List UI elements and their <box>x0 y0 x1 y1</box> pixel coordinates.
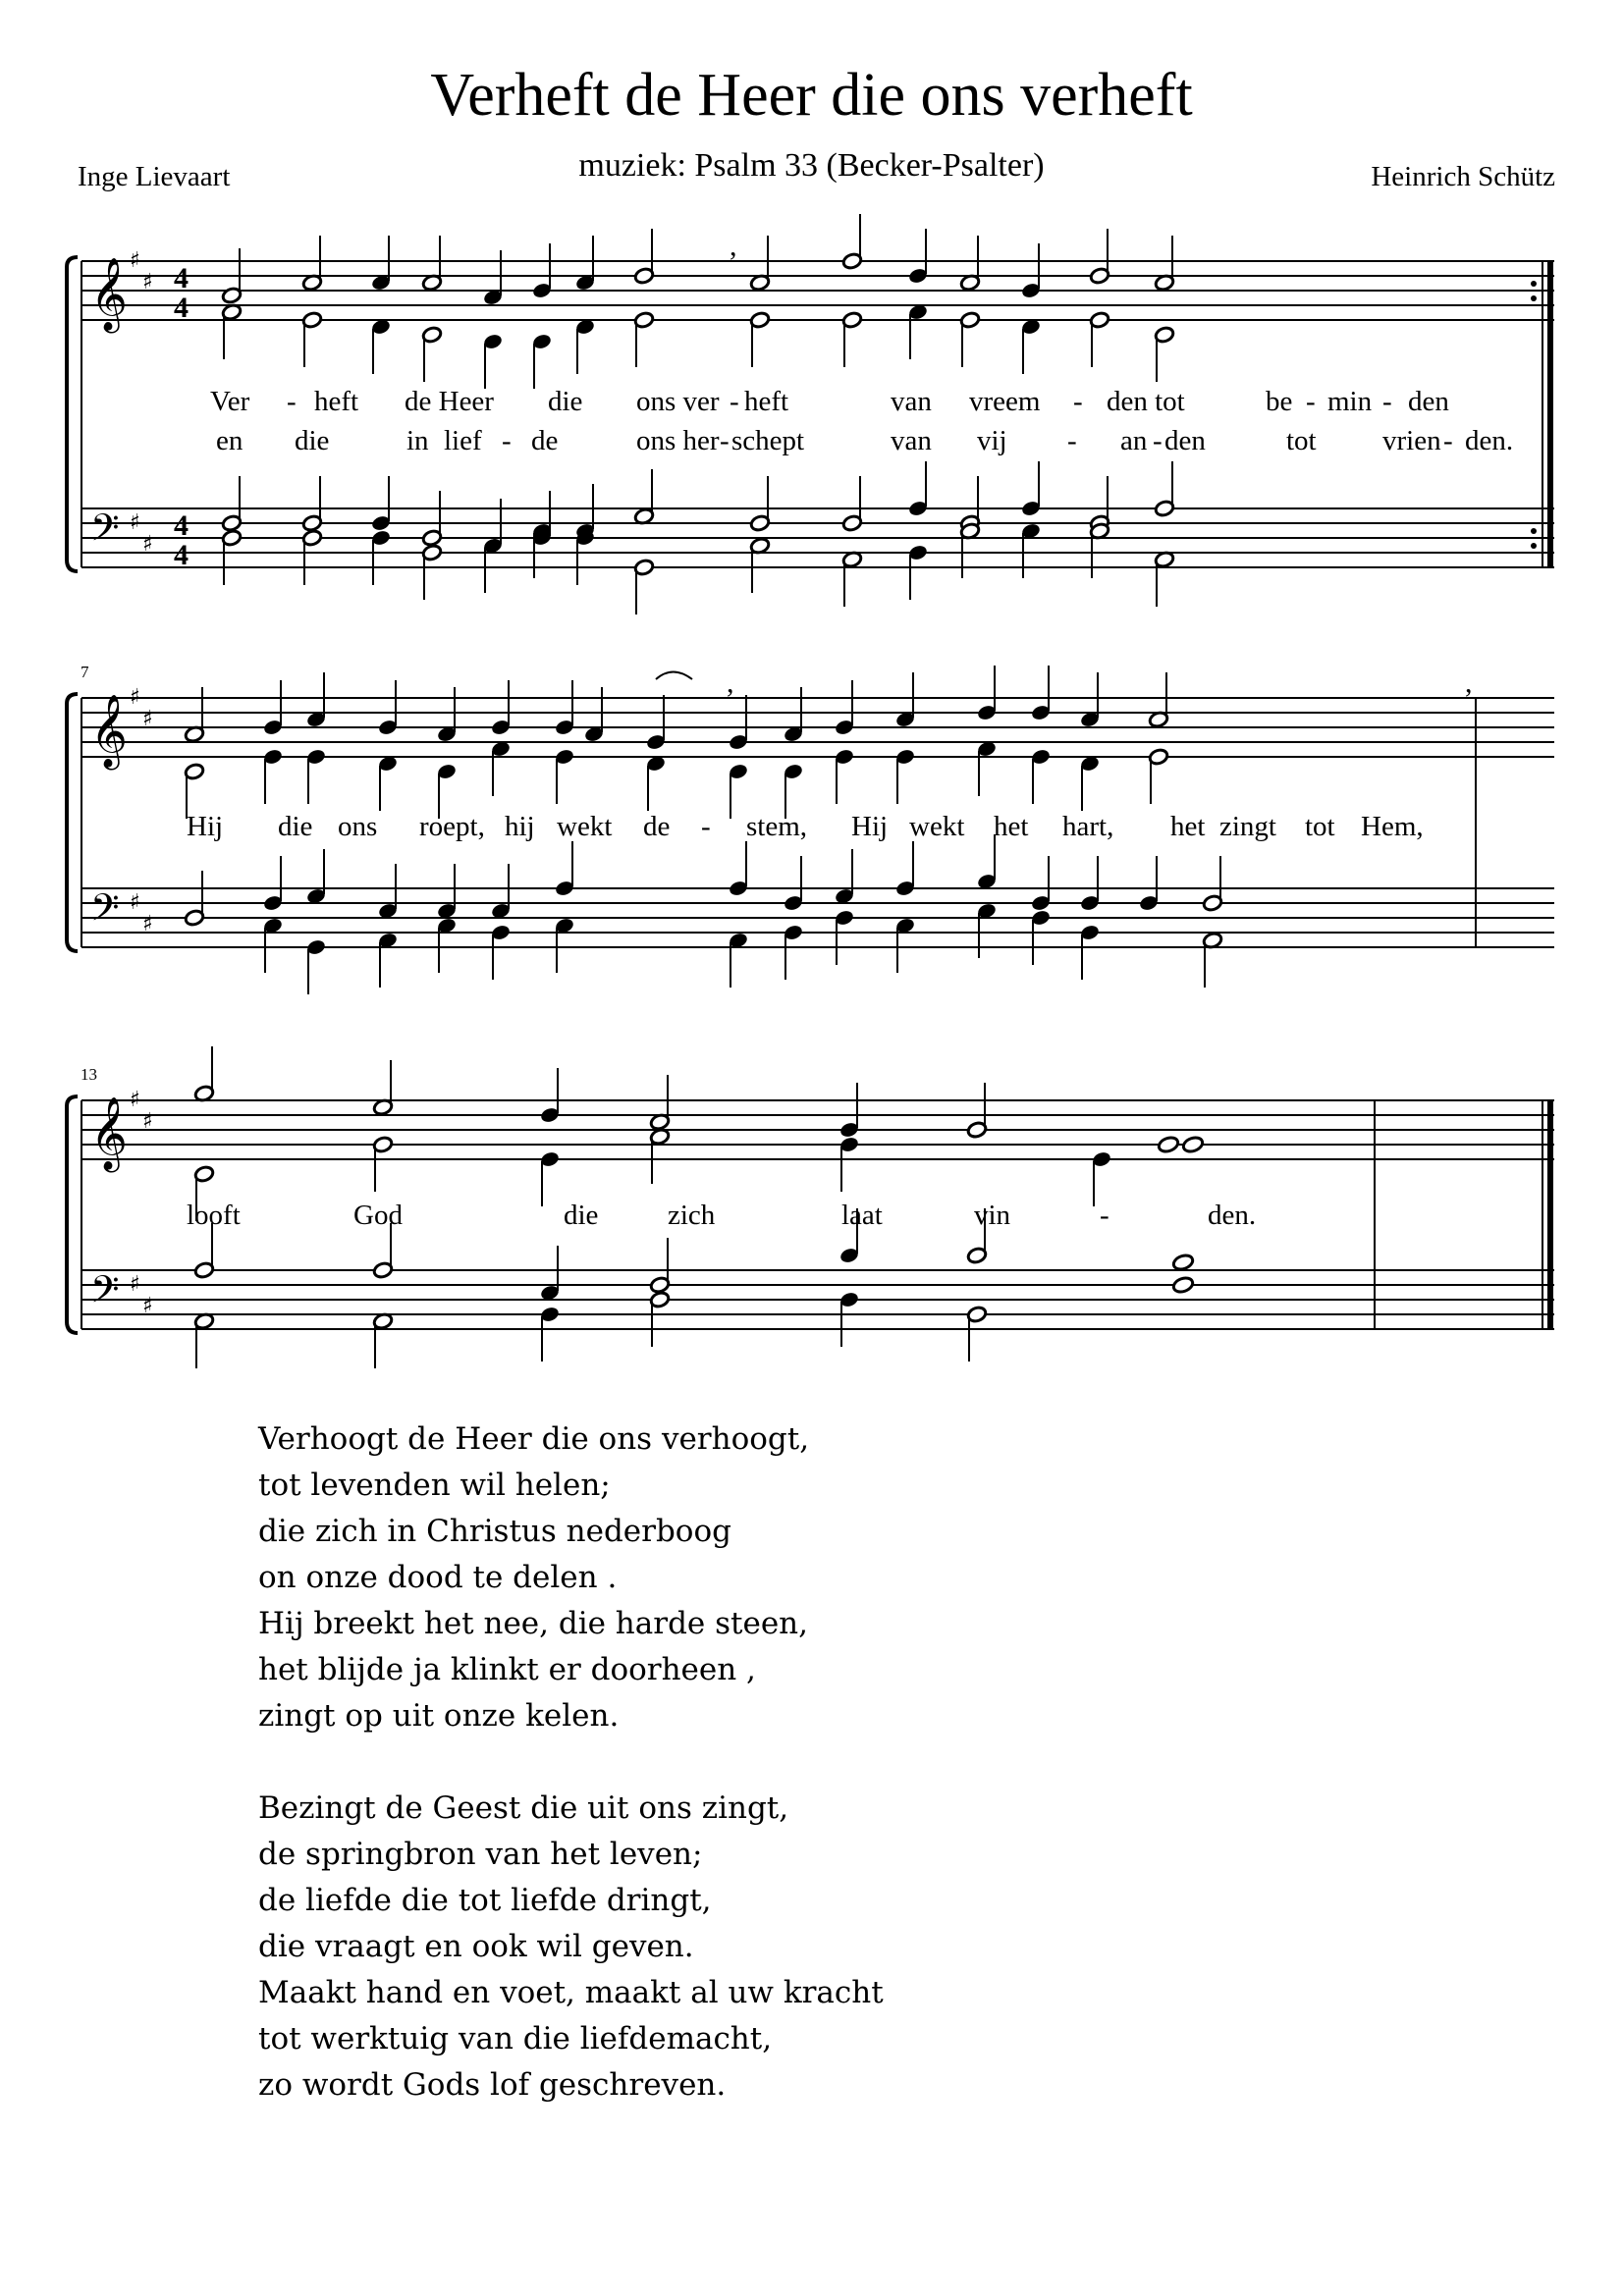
bass-clef-icon: 𝄢 <box>90 885 120 938</box>
treble-staff-1 <box>81 261 1554 320</box>
lyric-syllable: heft <box>744 386 789 417</box>
lyric-syllable: min <box>1327 386 1373 417</box>
sharp-icon: ♯ <box>130 510 140 535</box>
lyric-syllable: vreem <box>969 386 1041 417</box>
stanza-3 <box>258 1786 884 2109</box>
lyric-syllable: schept <box>731 425 805 456</box>
brace <box>67 1096 78 1333</box>
lyric-syllable: den <box>1408 386 1449 417</box>
measure-number: 7 <box>81 663 89 681</box>
lyric-syllable: van <box>891 425 932 456</box>
lyric-syllable: den. <box>1465 425 1514 456</box>
lyric-syllable: vij <box>977 425 1007 456</box>
lyric-syllable: ons <box>338 811 378 842</box>
lyric-syllable: den <box>1164 425 1206 456</box>
lyric-syllable: - <box>1443 425 1453 456</box>
sharp-icon: ♯ <box>142 1109 153 1134</box>
treble-staff-3 <box>81 1100 1554 1159</box>
stanza-line: zingt op uit onze kelen. <box>258 1698 620 1734</box>
song-title: Verheft de Heer die ons verheft <box>430 62 1193 129</box>
stanza-line: zo wordt Gods lof geschreven. <box>258 2067 727 2103</box>
bass-staff-2 <box>81 888 1554 947</box>
sharp-icon: ♯ <box>142 912 153 936</box>
stanza-line: Maakt hand en voet, maakt al uw kracht <box>258 1975 884 2010</box>
stanza-line: Bezingt de Geest die uit ons zingt, <box>258 1790 789 1826</box>
lyrics-verse-1 <box>210 386 1449 417</box>
lyric-syllable: God <box>353 1200 403 1231</box>
svg-text:4: 4 <box>174 539 189 571</box>
stanza-line: die vraagt en ook wil geven. <box>258 1929 694 1964</box>
lyric-syllable: de <box>643 811 671 842</box>
sharp-icon: ♯ <box>142 1294 153 1318</box>
lyric-syllable: - <box>1073 386 1083 417</box>
system-3 <box>67 1046 1554 1368</box>
sharp-icon: ♯ <box>142 707 153 731</box>
lyric-syllable: die <box>278 811 313 842</box>
lyric-syllable: in <box>406 425 429 456</box>
sharp-icon: ♯ <box>130 248 140 273</box>
treble-clef-icon: 𝄞 <box>90 695 128 768</box>
svg-text:4: 4 <box>174 262 189 294</box>
sharp-icon: ♯ <box>130 1272 140 1297</box>
notehead <box>1181 1135 1204 1153</box>
composer: Heinrich Schütz <box>1371 161 1555 192</box>
lyric-syllable: - <box>287 386 297 417</box>
notehead <box>966 1121 987 1139</box>
treble-staff-2 <box>81 698 1554 757</box>
lyric-syllable: het <box>994 811 1029 842</box>
bass-clef-icon: 𝄢 <box>90 506 120 559</box>
lyric-syllable: hij <box>505 811 535 842</box>
sharp-icon: ♯ <box>130 685 140 710</box>
stanza-2 <box>258 1416 884 1739</box>
stanza-line: Verhoogt de Heer die ons verhoogt, <box>258 1421 810 1457</box>
system-1 <box>67 214 1554 614</box>
lyric-syllable: tot <box>1286 425 1317 456</box>
lyric-syllable: - <box>1306 386 1316 417</box>
stanza-line: on onze dood te delen . <box>258 1560 618 1595</box>
lyric-syllable: en <box>216 425 243 456</box>
brace <box>67 694 78 951</box>
notehead <box>1157 1135 1179 1153</box>
breath-mark: , <box>727 667 734 699</box>
lyric-syllable: tot <box>1305 811 1335 842</box>
stanza-line: de liefde die tot liefde dringt, <box>258 1883 712 1918</box>
system-2 <box>67 663 1554 994</box>
lyric-syllable: - <box>1382 386 1392 417</box>
lyric-syllable: de <box>531 425 559 456</box>
stanza-line: tot levenden wil helen; <box>258 1468 611 1503</box>
lyric-syllable: die <box>295 425 330 456</box>
lyric-syllable: den tot <box>1107 386 1185 417</box>
svg-text:4: 4 <box>174 509 189 542</box>
slur <box>656 672 692 680</box>
lyric-syllable: vrien <box>1382 425 1441 456</box>
sharp-icon: ♯ <box>142 532 153 557</box>
lyrics-verse-1 <box>187 811 1424 842</box>
lyric-syllable: - <box>701 811 711 842</box>
lyric-syllable: hart, <box>1062 811 1114 842</box>
lyric-syllable: - <box>720 425 730 456</box>
lyric-syllable: stem, <box>746 811 808 842</box>
notehead <box>1171 1253 1194 1271</box>
lyric-syllable: heft <box>314 386 359 417</box>
repeat-barline <box>1531 261 1553 567</box>
time-signature <box>174 262 189 571</box>
lyrics-verse-2 <box>216 425 1513 456</box>
stanza-line: Hij breekt het nee, die harde steen, <box>258 1606 808 1641</box>
lyric-syllable: die <box>548 386 583 417</box>
lyric-syllable: - <box>730 386 739 417</box>
lyric-syllable: wekt <box>909 811 965 842</box>
lyric-syllable: vin <box>974 1200 1011 1231</box>
lyric-syllable: ons ver <box>636 386 720 417</box>
lyrics-verse-1 <box>187 1200 1256 1231</box>
lyric-syllable: zich <box>668 1200 716 1231</box>
lyric-syllable: an <box>1120 425 1148 456</box>
lyric-syllable: looft <box>187 1200 241 1231</box>
treble-clef-icon: 𝄞 <box>90 258 128 331</box>
breath-mark: , <box>1465 667 1473 699</box>
sharp-icon: ♯ <box>142 270 153 294</box>
lyric-syllable: den. <box>1208 1200 1257 1231</box>
lyric-syllable: - <box>1100 1200 1109 1231</box>
lyric-syllable: be <box>1266 386 1293 417</box>
lyric-syllable: het <box>1170 811 1206 842</box>
lyric-syllable: zingt <box>1219 811 1276 842</box>
stanza-line: die zich in Christus nederboog <box>258 1514 731 1549</box>
final-barline <box>1542 1100 1553 1329</box>
lyric-syllable: lief <box>444 425 482 456</box>
sharp-icon: ♯ <box>130 1088 140 1112</box>
stanza-line: tot werktuig van die liefdemacht, <box>258 2021 773 2056</box>
breath-mark: , <box>730 230 737 262</box>
lyric-syllable: - <box>1153 425 1163 456</box>
lyric-syllable: Hij <box>187 811 224 842</box>
brace <box>67 257 78 571</box>
music-source: muziek: Psalm 33 (Becker-Psalter) <box>578 147 1045 184</box>
lyric-syllable: laat <box>841 1200 883 1231</box>
stanza-line: het blijde ja klinkt er doorheen , <box>258 1652 756 1687</box>
notehead <box>1171 1275 1194 1294</box>
lyric-syllable: Ver <box>210 386 250 417</box>
lyric-syllable: Hij <box>851 811 889 842</box>
lyricist: Inge Lievaart <box>78 161 231 192</box>
lyric-syllable: roept, <box>419 811 485 842</box>
bass-clef-icon: 𝄢 <box>90 1267 120 1320</box>
lyric-syllable: ons her <box>636 425 720 456</box>
svg-text:4: 4 <box>174 292 189 324</box>
sharp-icon: ♯ <box>130 890 140 915</box>
stanzas <box>258 1416 884 2155</box>
lyric-syllable: - <box>1067 425 1077 456</box>
lyric-syllable: Hem, <box>1361 811 1424 842</box>
lyric-syllable: die <box>564 1200 599 1231</box>
measure-number: 13 <box>81 1065 97 1084</box>
lyric-syllable: de Heer <box>405 386 494 417</box>
lyric-syllable: wekt <box>557 811 613 842</box>
lyric-syllable: van <box>891 386 932 417</box>
treble-clef-icon: 𝄞 <box>90 1097 128 1170</box>
lyric-syllable: - <box>502 425 512 456</box>
bass-staff-3 <box>81 1270 1554 1329</box>
stanza-line: de springbron van het leven; <box>258 1837 703 1872</box>
